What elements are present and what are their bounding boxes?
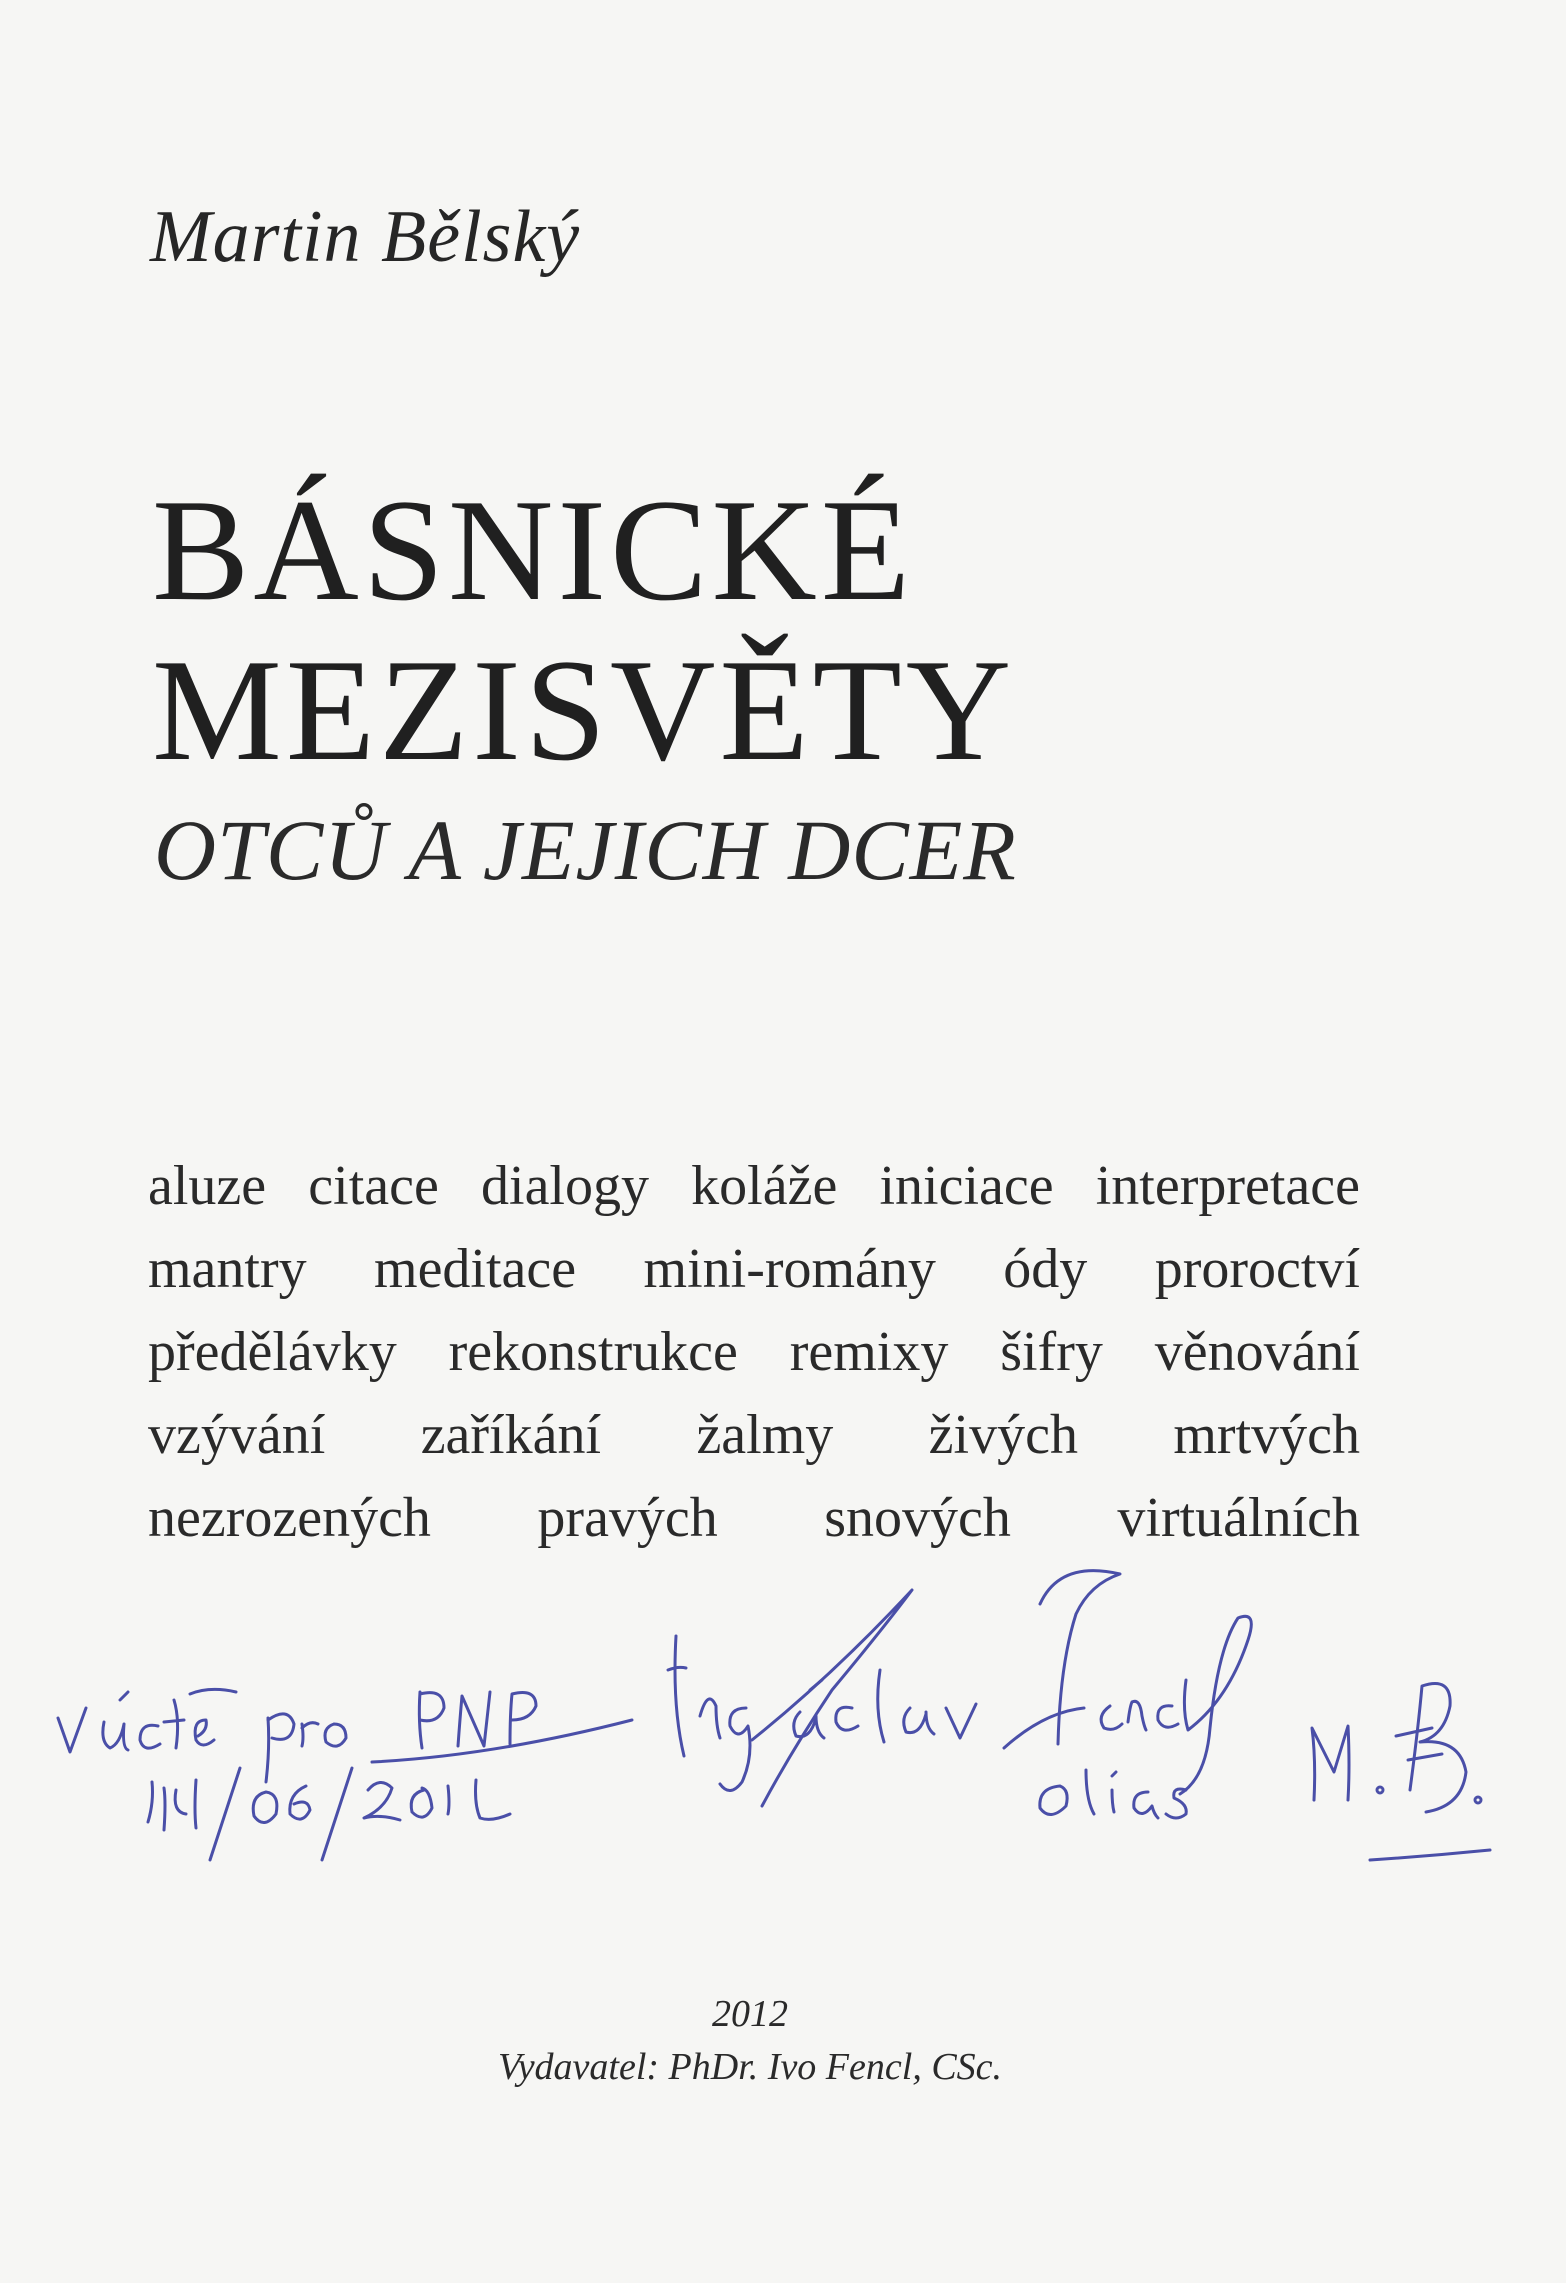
genre-line xyxy=(148,1145,1360,1228)
genre-line xyxy=(148,1228,1360,1311)
genre-word: interpretace xyxy=(1095,1155,1360,1217)
publication-year: 2012 xyxy=(712,1993,788,2035)
genre-word: vzývání xyxy=(148,1404,326,1466)
book-title xyxy=(152,470,1015,790)
genre-line xyxy=(148,1311,1360,1394)
date-handwriting xyxy=(148,1768,510,1860)
genre-line xyxy=(148,1477,1360,1560)
genre-word: žalmy xyxy=(696,1404,834,1466)
genre-word: rekonstrukce xyxy=(448,1321,738,1383)
genre-word: mantry xyxy=(148,1238,307,1300)
genre-word: iniciace xyxy=(879,1155,1054,1217)
initials-handwriting xyxy=(1312,1684,1490,1861)
genre-word: koláže xyxy=(691,1155,838,1217)
book-subtitle: OTCŮ A JEJICH DCER xyxy=(154,802,1017,898)
alias-handwriting xyxy=(1040,1770,1186,1818)
genre-word: věnování xyxy=(1154,1321,1360,1383)
genre-list xyxy=(148,1145,1360,1560)
genre-word: nezrozených xyxy=(148,1487,431,1549)
genre-word: šifry xyxy=(1000,1321,1103,1383)
title-line-2: MEZISVĚTY xyxy=(152,629,1016,791)
genre-word: ódy xyxy=(1003,1238,1088,1300)
genre-word: živých xyxy=(928,1404,1078,1466)
dedication-handwriting xyxy=(58,1689,632,1782)
signature-handwriting xyxy=(668,1571,1251,1806)
genre-word: zaříkání xyxy=(420,1404,602,1466)
author-name: Martin Bělský xyxy=(150,196,581,278)
publisher-line: Vydavatel: PhDr. Ivo Fencl, CSc. xyxy=(497,2046,1003,2088)
genre-word: proroctví xyxy=(1154,1238,1360,1300)
genre-word: pravých xyxy=(537,1487,718,1549)
genre-word: předělávky xyxy=(148,1321,397,1383)
genre-word: meditace xyxy=(374,1238,577,1300)
genre-word: aluze xyxy=(148,1155,267,1217)
genre-line xyxy=(148,1394,1360,1477)
genre-word: virtuálních xyxy=(1117,1487,1360,1549)
genre-word: mrtvých xyxy=(1173,1404,1360,1466)
genre-word: dialogy xyxy=(481,1155,649,1217)
genre-word: mini-romány xyxy=(643,1238,936,1300)
genre-word: snových xyxy=(824,1487,1011,1549)
genre-word: citace xyxy=(308,1155,439,1217)
title-line-1: BÁSNICKÉ xyxy=(152,469,915,631)
genre-word: remixy xyxy=(789,1321,949,1383)
